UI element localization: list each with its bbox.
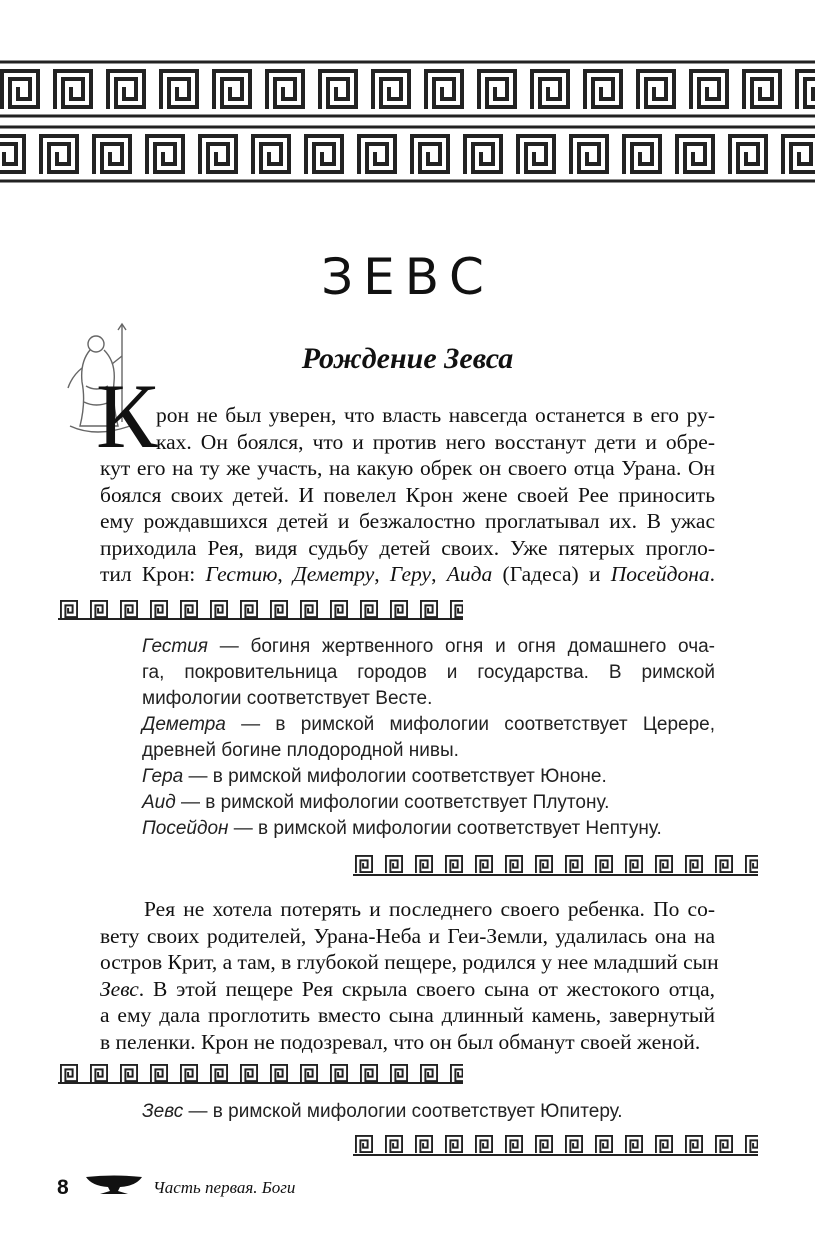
meander-tile bbox=[518, 136, 554, 172]
meander-tile bbox=[446, 856, 462, 872]
meander-tile bbox=[391, 1065, 407, 1081]
meander-divider-right bbox=[353, 853, 758, 877]
meander-tile bbox=[626, 856, 642, 872]
meander-tile bbox=[476, 1136, 492, 1152]
meander-tile bbox=[596, 856, 612, 872]
meander-tile bbox=[585, 71, 621, 107]
text-line: рон не был уверен, что власть навсегда останется в его ру- bbox=[156, 403, 715, 427]
meander-tile bbox=[506, 856, 522, 872]
meander-tile bbox=[181, 601, 197, 617]
meander-tile bbox=[356, 1136, 372, 1152]
note-2: Зевс — в римской мифологии соответствует Юпитеру. bbox=[142, 1101, 623, 1122]
meander-tile bbox=[151, 601, 167, 617]
meander-tile bbox=[451, 601, 463, 617]
note-1: Гестия — богиня жертвенного огня и огня домашнего оча- га, покровительница городов и государства. В римской мифологии соответствует Весте. Деметра — в римской мифологии соответствует Церере, древней богине плодородной нивы. Гера — в римской мифологии соответствует Юноне. Аид — в римской мифологии соответствует Плутону. Посейдон — в римской мифологии соответствует Нептуну. bbox=[142, 636, 715, 839]
meander-tile bbox=[331, 601, 347, 617]
meander-tile bbox=[451, 1065, 463, 1081]
drop-cap-letter: К bbox=[96, 365, 158, 467]
meander-tile bbox=[211, 1065, 227, 1081]
meander-tile bbox=[301, 601, 317, 617]
meander-tile bbox=[626, 1136, 642, 1152]
meander-tile bbox=[686, 856, 702, 872]
text-line: ках. Он боялся, что и против него восстанут дети и обре- bbox=[156, 429, 715, 454]
meander-tile bbox=[359, 136, 395, 172]
text-line: ему рождавшихся детей и безжалостно проглатывал их. В ужас bbox=[100, 509, 715, 533]
meander-tile bbox=[320, 71, 356, 107]
meander-tile bbox=[783, 136, 815, 172]
meander-tile bbox=[656, 1136, 672, 1152]
chapter-title: ЗЕВС bbox=[321, 248, 494, 306]
meander-tile bbox=[373, 71, 409, 107]
meander-tile bbox=[151, 1065, 167, 1081]
meander-tile bbox=[108, 71, 144, 107]
meander-tile bbox=[386, 856, 402, 872]
meander-tile bbox=[416, 1136, 432, 1152]
top-meander-border-2 bbox=[0, 125, 815, 183]
meander-tile bbox=[506, 1136, 522, 1152]
meander-tile bbox=[716, 1136, 732, 1152]
text-line: приходила Рея, видя судьбу детей своих. Уже пятерых прогло- bbox=[100, 535, 715, 560]
text-line: Зевс. В этой пещере Рея скрыла своего сына от жестокого отца, bbox=[100, 976, 715, 1001]
meander-tile bbox=[532, 71, 568, 107]
meander-tile bbox=[797, 71, 815, 107]
vase-ornament-icon bbox=[84, 1174, 144, 1196]
meander-tile bbox=[571, 136, 607, 172]
meander-tile bbox=[2, 71, 38, 107]
meander-tile bbox=[465, 136, 501, 172]
text-line: остров Крит, а там, в глубокой пещере, родился у нее младший сын bbox=[100, 950, 719, 974]
meander-tile bbox=[421, 1065, 437, 1081]
text-line: кут его на ту же участь, на какую обрек он своего отца Урана. Он bbox=[100, 456, 715, 480]
name-hestia: Гестию bbox=[205, 562, 278, 586]
meander-tile bbox=[446, 1136, 462, 1152]
meander-tile bbox=[730, 136, 766, 172]
running-title: Часть первая. Боги bbox=[153, 1178, 296, 1197]
meander-tile bbox=[211, 601, 227, 617]
meander-tile bbox=[91, 1065, 107, 1081]
text-line: вету своих родителей, Урана-Неба и Геи-Земли, удалилась она на bbox=[100, 923, 715, 948]
meander-tile bbox=[214, 71, 250, 107]
paragraph-2 bbox=[100, 896, 719, 1055]
meander-tile bbox=[421, 601, 437, 617]
meander-tile bbox=[479, 71, 515, 107]
meander-tile bbox=[91, 601, 107, 617]
meander-tile bbox=[624, 136, 660, 172]
name-demeter: Деметру bbox=[293, 562, 375, 586]
meander-tile bbox=[677, 136, 713, 172]
meander-tile bbox=[271, 1065, 287, 1081]
meander-tile bbox=[691, 71, 727, 107]
meander-tile bbox=[147, 136, 183, 172]
meander-tile bbox=[391, 601, 407, 617]
meander-tile bbox=[412, 136, 448, 172]
meander-tile bbox=[61, 1065, 77, 1081]
meander-divider-left bbox=[58, 598, 463, 620]
meander-tile bbox=[638, 71, 674, 107]
meander-tile bbox=[746, 856, 758, 872]
meander-tile bbox=[41, 136, 77, 172]
meander-tile bbox=[161, 71, 197, 107]
meander-tile bbox=[241, 601, 257, 617]
meander-tile bbox=[686, 1136, 702, 1152]
page-number: 8 bbox=[57, 1176, 69, 1199]
meander-tile bbox=[0, 136, 24, 172]
meander-divider-left-2 bbox=[58, 1062, 463, 1084]
name-hades: Аида bbox=[446, 562, 493, 586]
text-line: тил Крон: Гестию, Деметру, Геру, Аида (Гадеса) и Посейдона. bbox=[100, 562, 716, 586]
meander-tile bbox=[55, 71, 91, 107]
meander-tile bbox=[61, 601, 77, 617]
meander-tile bbox=[271, 601, 287, 617]
meander-tile bbox=[361, 1065, 377, 1081]
text-line: Рея не хотела потерять и последнего своего ребенка. По со- bbox=[144, 897, 715, 921]
text-line: а ему дала проглотить вместо сына длинный камень, завернутый bbox=[100, 1003, 715, 1027]
meander-divider-right-2 bbox=[353, 1133, 758, 1157]
paragraph-1-opening bbox=[156, 402, 715, 455]
meander-tile bbox=[253, 136, 289, 172]
meander-tile bbox=[476, 856, 492, 872]
meander-tile bbox=[566, 1136, 582, 1152]
meander-tile bbox=[361, 601, 377, 617]
meander-tile bbox=[536, 1136, 552, 1152]
meander-tile bbox=[416, 856, 432, 872]
meander-tile bbox=[656, 856, 672, 872]
name-poseidon: Посейдона bbox=[610, 562, 710, 586]
meander-tile bbox=[596, 1136, 612, 1152]
text-line: в пеленки. Крон не подозревал, что он был обманут своей женой. bbox=[100, 1029, 701, 1054]
meander-tile bbox=[306, 136, 342, 172]
meander-tile bbox=[301, 1065, 317, 1081]
meander-tile bbox=[386, 1136, 402, 1152]
meander-tile bbox=[181, 1065, 197, 1081]
meander-tile bbox=[331, 1065, 347, 1081]
name-zeus: Зевс bbox=[100, 976, 139, 1001]
meander-tile bbox=[241, 1065, 257, 1081]
meander-tile bbox=[746, 1136, 758, 1152]
name-hera: Геру bbox=[389, 562, 432, 586]
top-meander-border-1 bbox=[0, 60, 815, 118]
meander-tile bbox=[744, 71, 780, 107]
meander-tile bbox=[200, 136, 236, 172]
meander-tile bbox=[121, 601, 137, 617]
meander-tile bbox=[426, 71, 462, 107]
section-title: Рождение Зевса bbox=[301, 342, 514, 375]
meander-tile bbox=[716, 856, 732, 872]
text-line: боялся своих детей. И повелел Крон жене своей Рее приносить bbox=[100, 482, 715, 507]
meander-tile bbox=[267, 71, 303, 107]
meander-tile bbox=[94, 136, 130, 172]
meander-tile bbox=[356, 856, 372, 872]
paragraph-1 bbox=[100, 455, 715, 588]
meander-tile bbox=[121, 1065, 137, 1081]
meander-tile bbox=[566, 856, 582, 872]
meander-tile bbox=[536, 856, 552, 872]
